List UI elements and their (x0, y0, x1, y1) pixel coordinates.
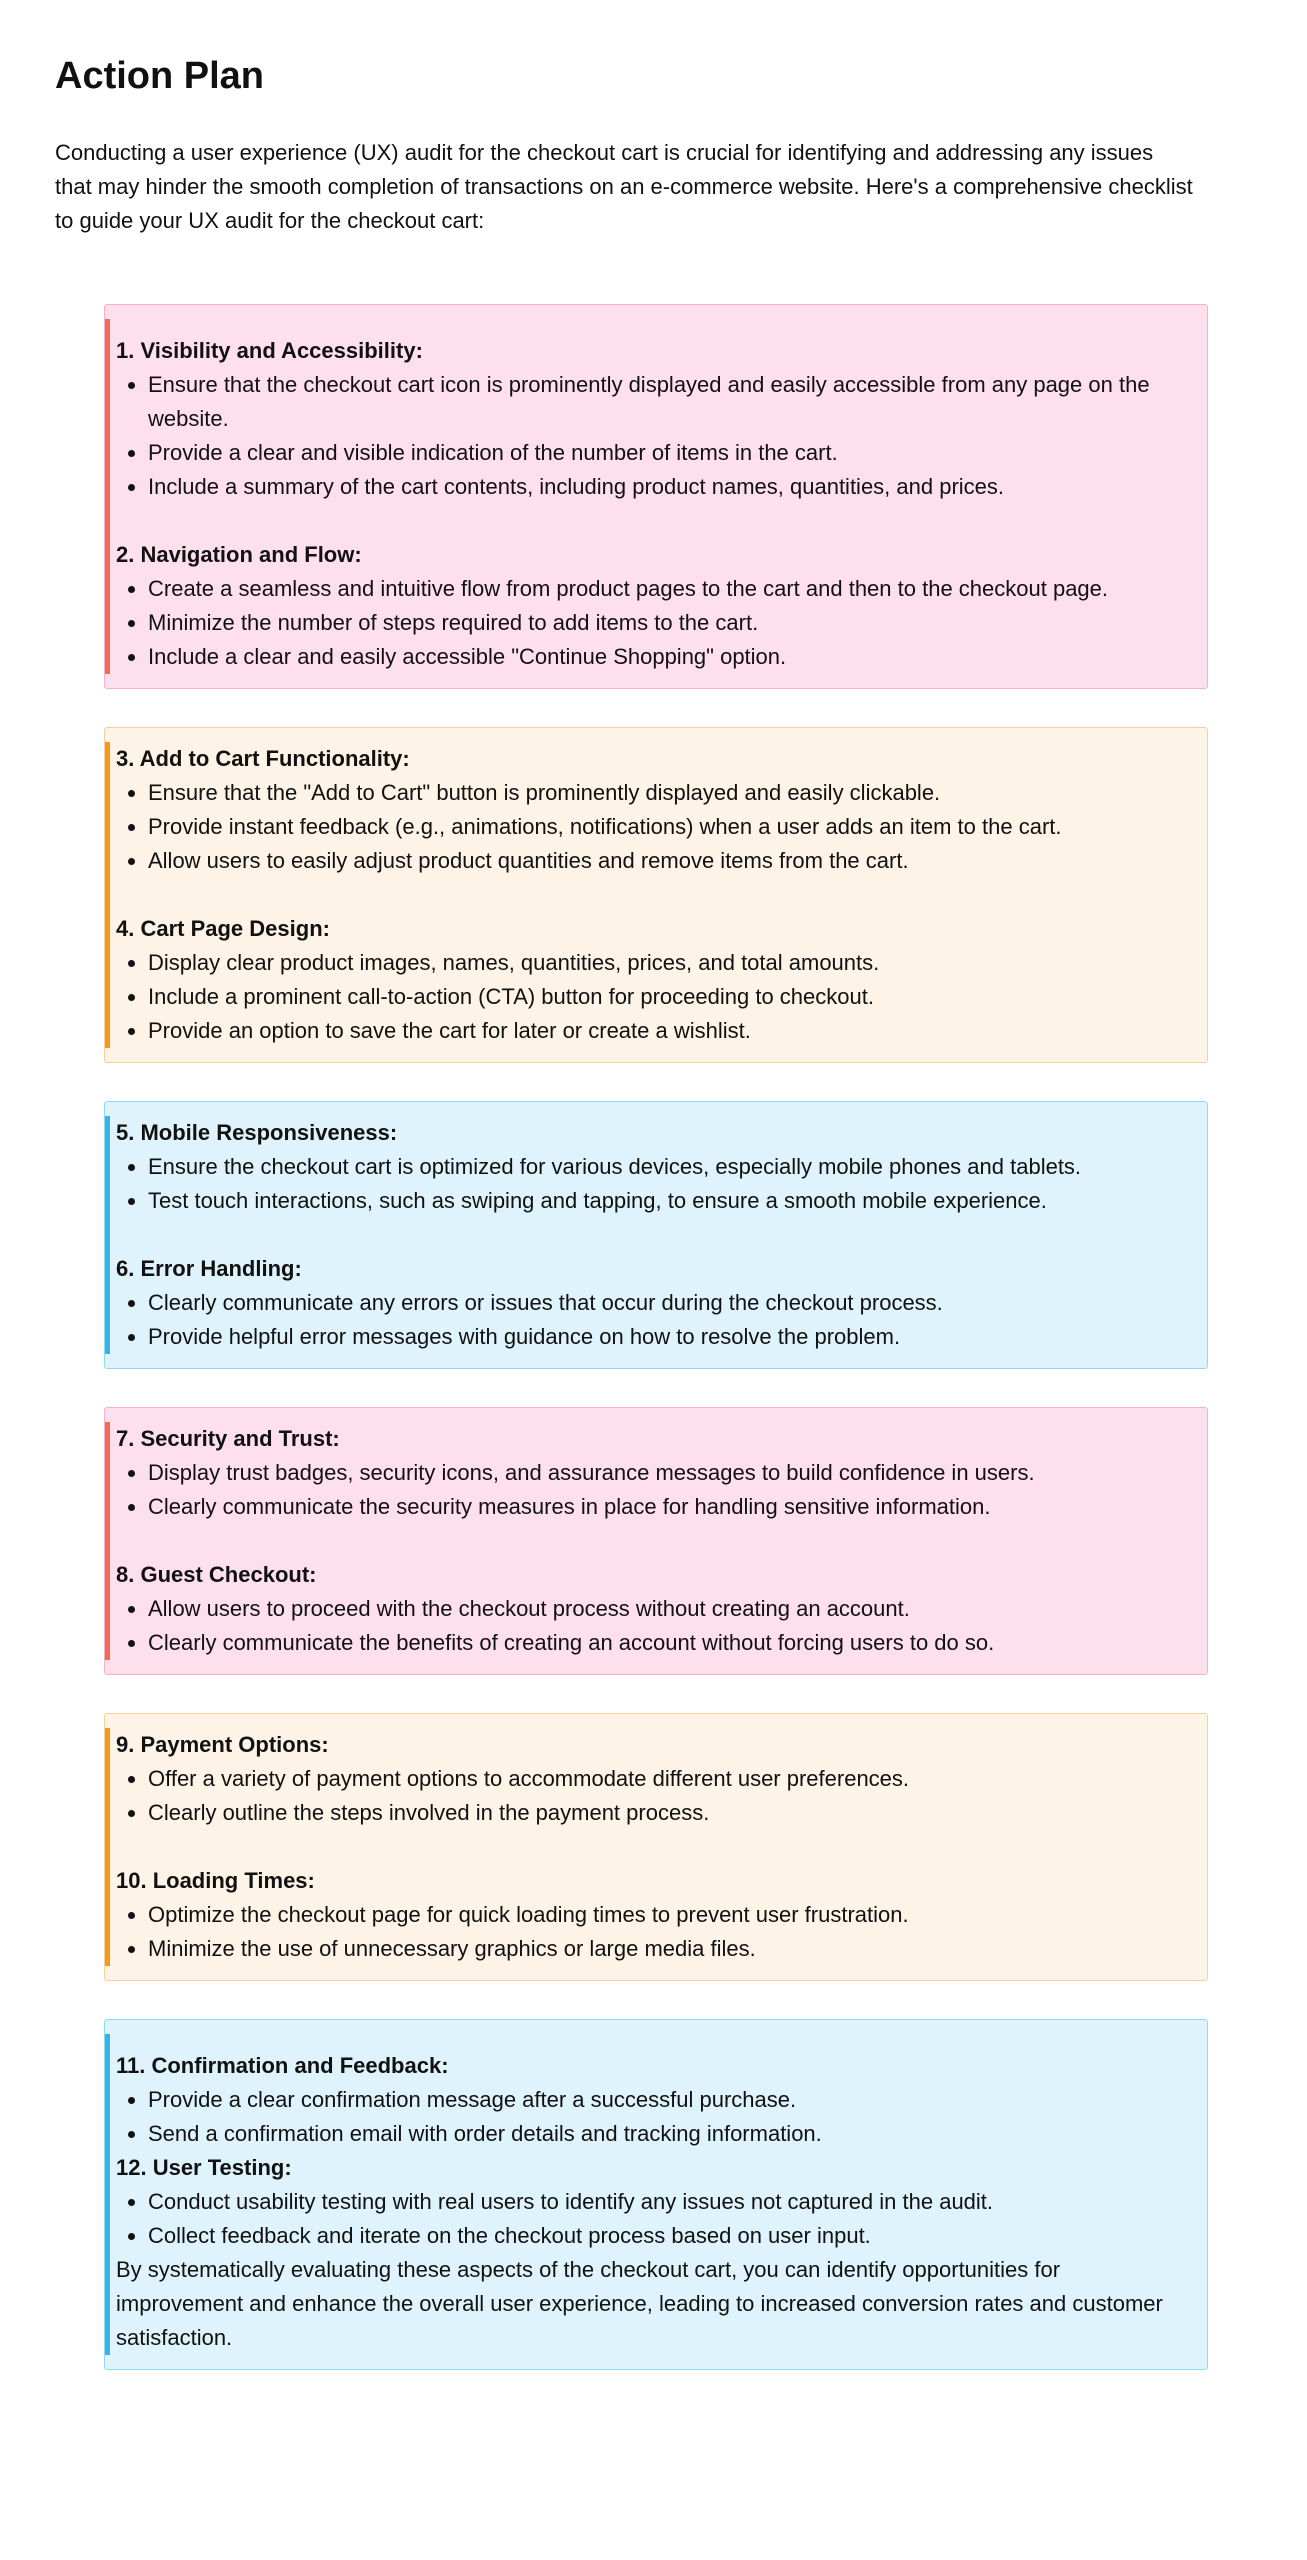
checklist-box-3 (104, 1101, 1208, 1369)
list-item: • Clearly communicate the security measures in place for handling sensitive information. (148, 1490, 1191, 1524)
section-title: 9. Payment Options: (116, 1732, 329, 1757)
accent-bar (105, 1116, 110, 1354)
list-item: • Clearly communicate any errors or issues that occur during the checkout process. (148, 1286, 1191, 1320)
section-title: 8. Guest Checkout: (116, 1562, 317, 1587)
checklist-section (116, 538, 1191, 674)
bullet-list (116, 776, 1191, 878)
checklist-section (116, 2151, 1191, 2253)
list-item: • Collect feedback and iterate on the checkout process based on user input. (148, 2219, 1191, 2253)
checklist-boxes (104, 304, 1208, 2370)
section-title: 1. Visibility and Accessibility: (116, 338, 423, 363)
bullet-list (116, 572, 1191, 674)
list-item: • Ensure that the checkout cart icon is prominently displayed and easily accessible from any page on the website. (148, 368, 1191, 436)
checklist-box-2 (104, 727, 1208, 1063)
bullet-list (116, 946, 1191, 1048)
checklist-section (116, 1864, 1191, 1966)
checklist-box-1 (104, 304, 1208, 689)
section-title: 11. Confirmation and Feedback: (116, 2053, 449, 2078)
list-item: • Send a confirmation email with order details and tracking information. (148, 2117, 1191, 2151)
intro-paragraph: Conducting a user experience (UX) audit for the checkout cart is crucial for identifying and addressing any issues that may hinder the smooth completion of transactions on an e-commerce website. Here's a comprehensive checklist to guide your UX audit for the checkout cart: (55, 140, 1193, 233)
list-item: • Minimize the use of unnecessary graphics or large media files. (148, 1932, 1191, 1966)
list-item: • Provide instant feedback (e.g., animations, notifications) when a user adds an item to the cart. (148, 810, 1191, 844)
list-item: • Create a seamless and intuitive flow from product pages to the cart and then to the checkout page. (148, 572, 1191, 606)
bullet-list (116, 1592, 1191, 1660)
list-item: • Include a summary of the cart contents, including product names, quantities, and prices. (148, 470, 1191, 504)
checklist-section (116, 1252, 1191, 1354)
bullet-list (116, 368, 1191, 504)
list-item: • Optimize the checkout page for quick loading times to prevent user frustration. (148, 1898, 1191, 1932)
checklist-section (116, 742, 1191, 878)
checklist-section (116, 912, 1191, 1048)
list-item: • Clearly communicate the benefits of creating an account without forcing users to do so. (148, 1626, 1191, 1660)
checklist-box-4 (104, 1407, 1208, 1675)
checklist-section (116, 2049, 1191, 2151)
accent-bar (105, 319, 110, 674)
page-title: Action Plan (55, 55, 265, 97)
list-item: • Include a clear and easily accessible "Continue Shopping" option. (148, 640, 1191, 674)
accent-bar (105, 1422, 110, 1660)
section-title: 10. Loading Times: (116, 1868, 315, 1893)
list-item: • Ensure that the "Add to Cart" button is prominently displayed and easily clickable. (148, 776, 1191, 810)
section-title: 4. Cart Page Design: (116, 916, 330, 941)
accent-bar (105, 2034, 110, 2355)
bullet-list (116, 2185, 1191, 2253)
list-item: • Test touch interactions, such as swiping and tapping, to ensure a smooth mobile experience. (148, 1184, 1191, 1218)
checklist-box-5 (104, 1713, 1208, 1981)
bullet-list (116, 2083, 1191, 2151)
checklist-box-6 (104, 2019, 1208, 2370)
section-title: 3. Add to Cart Functionality: (116, 746, 410, 771)
closing-paragraph: By systematically evaluating these aspects of the checkout cart, you can identify opportunities for improvement and enhance the overall user experience, leading to increased conversion rates and customer satisfaction. (116, 2257, 1163, 2350)
list-item: • Include a prominent call-to-action (CTA) button for proceeding to checkout. (148, 980, 1191, 1014)
list-item: • Offer a variety of payment options to accommodate different user preferences. (148, 1762, 1191, 1796)
checklist-section (116, 1116, 1191, 1218)
list-item: • Provide a clear and visible indication of the number of items in the cart. (148, 436, 1191, 470)
section-title: 2. Navigation and Flow: (116, 542, 362, 567)
checklist-section (116, 334, 1191, 504)
list-item: • Minimize the number of steps required to add items to the cart. (148, 606, 1191, 640)
accent-bar (105, 742, 110, 1048)
bullet-list (116, 1286, 1191, 1354)
list-item: • Display clear product images, names, quantities, prices, and total amounts. (148, 946, 1191, 980)
bullet-list (116, 1456, 1191, 1524)
accent-bar (105, 1728, 110, 1966)
list-item: • Conduct usability testing with real users to identify any issues not captured in the audit. (148, 2185, 1191, 2219)
list-item: • Allow users to easily adjust product quantities and remove items from the cart. (148, 844, 1191, 878)
bullet-list (116, 1898, 1191, 1966)
list-item: • Provide an option to save the cart for later or create a wishlist. (148, 1014, 1191, 1048)
list-item: • Display trust badges, security icons, and assurance messages to build confidence in users. (148, 1456, 1191, 1490)
list-item: • Allow users to proceed with the checkout process without creating an account. (148, 1592, 1191, 1626)
section-title: 6. Error Handling: (116, 1256, 302, 1281)
checklist-section (116, 1728, 1191, 1830)
checklist-section (116, 1558, 1191, 1660)
section-title: 5. Mobile Responsiveness: (116, 1120, 398, 1145)
checklist-section (116, 1422, 1191, 1524)
list-item: • Ensure the checkout cart is optimized for various devices, especially mobile phones and tablets. (148, 1150, 1191, 1184)
section-title: 7. Security and Trust: (116, 1426, 340, 1451)
bullet-list (116, 1762, 1191, 1830)
bullet-list (116, 1150, 1191, 1218)
list-item: • Provide helpful error messages with guidance on how to resolve the problem. (148, 1320, 1191, 1354)
section-title: 12. User Testing: (116, 2155, 292, 2180)
list-item: • Provide a clear confirmation message after a successful purchase. (148, 2083, 1191, 2117)
list-item: • Clearly outline the steps involved in the payment process. (148, 1796, 1191, 1830)
